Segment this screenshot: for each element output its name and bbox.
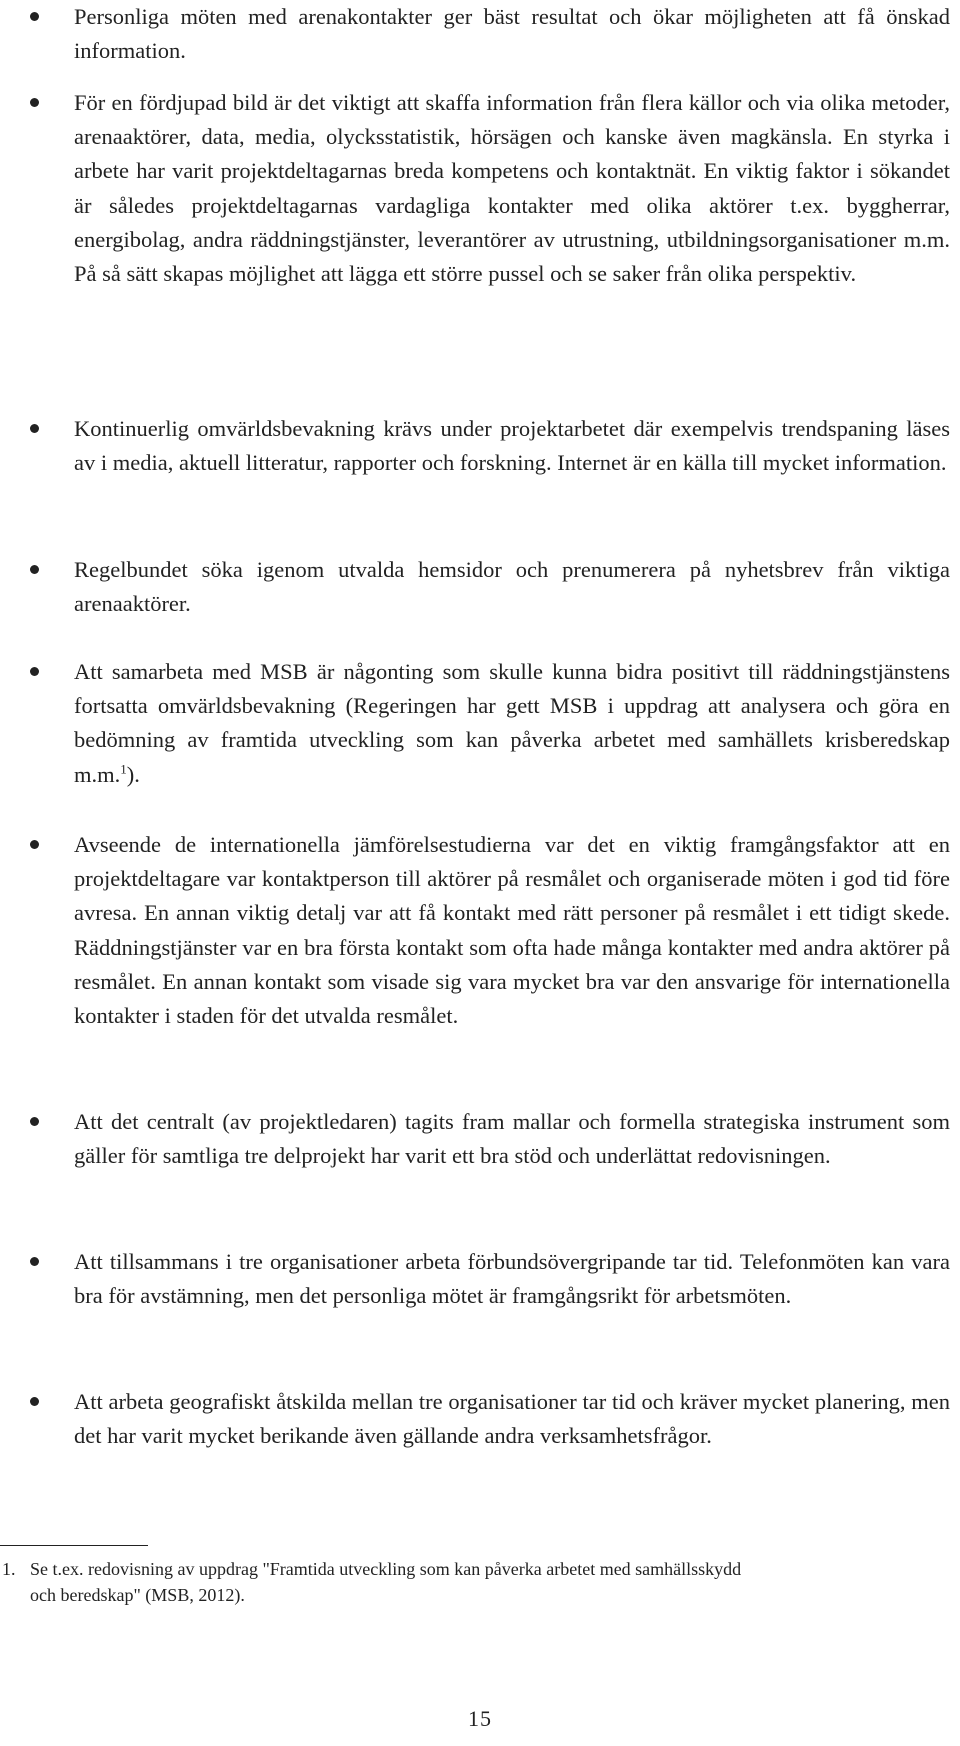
- list-item: [74, 412, 950, 480]
- bullet-text: Personliga möten med arenakontakter ger bäst resultat och ökar möjligheten att få önskad information.: [74, 4, 950, 64]
- bullet-icon: [30, 1397, 39, 1406]
- footnote-reference[interactable]: 1: [120, 761, 127, 777]
- footnote-line-1: [0, 1556, 950, 1582]
- bullet-text: Avseende de internationella jämförelsestudierna var det en viktig framgångsfaktor att en projektdeltagare var kontaktperson till aktörer på resmålet och organiserade möten i god tid före avresa. En annan viktig detalj var att få kontakt med rätt personer på resmålet i ett tidigt skede. Räddningstjänster var en bra första kontakt som ofta hade många kontakter med andra aktörer på resmålet. En annan kontakt som visade sig vara mycket bra var den ansvarige för internationella kontakter i staden för det utvalda resmålet.: [74, 832, 950, 1029]
- footnote: [0, 1556, 950, 1608]
- bullet-text: Att tillsammans i tre organisationer arbeta förbundsövergripande tar tid. Telefonmöten kan vara bra för avstämning, men det personliga mötet är framgångsrikt för arbetsmöten.: [74, 1249, 950, 1309]
- footnote-divider: [0, 1545, 148, 1546]
- bullet-text: Att arbeta geografiskt åtskilda mellan tre organisationer tar tid och kräver mycket planering, men det har varit mycket berikande även gällande andra verksamhetsfrågor.: [74, 1389, 950, 1449]
- footnote-text: Se t.ex. redovisning av uppdrag "Framtida utveckling som kan påverka arbetet med samhällsskydd: [30, 1559, 742, 1579]
- list-item: [74, 1105, 950, 1173]
- bullet-icon: [30, 667, 39, 676]
- list-item: [74, 553, 950, 621]
- bullet-icon: [30, 98, 39, 107]
- bullet-icon: [30, 565, 39, 574]
- bullet-text: Att samarbeta med MSB är någonting som skulle kunna bidra positivt till räddningstjänstens fortsatta omvärldsbevakning (Regeringen har gett MSB i uppdrag att analysera och göra en bedömning av framtida utveckling som kan påverka arbetet med samhällets krisberedskap m.m.: [74, 659, 950, 787]
- bullet-icon: [30, 12, 39, 21]
- bullet-icon: [30, 1257, 39, 1266]
- list-item: [74, 828, 950, 1033]
- bullet-text-tail: ).: [126, 761, 140, 787]
- bullet-icon: [30, 1117, 39, 1126]
- bullet-text: Regelbundet söka igenom utvalda hemsidor och prenumerera på nyhetsbrev från viktiga arenaaktörer.: [74, 557, 950, 617]
- footnote-line-2: och beredskap" (MSB, 2012).: [30, 1585, 245, 1605]
- list-item: [74, 1385, 950, 1453]
- bullet-icon: [30, 424, 39, 433]
- list-item: [74, 0, 950, 68]
- list-item: [74, 1245, 950, 1313]
- footnote-number: 1.: [2, 1559, 16, 1579]
- list-item: [74, 86, 950, 291]
- bullet-text: För en fördjupad bild är det viktigt att skaffa information från flera källor och via olika metoder, arenaaktörer, data, media, olycksstatistik, hörsägen och kanske även magkänsla. En styrka i arbete har varit projektdeltagarnas breda kompetens och kontaktnät. En viktig faktor i sökandet är således projektdeltagarnas vardagliga kontakter med olika aktörer t.ex. byggherrar, energibolag, andra räddningstjänster, leverantörer av utrustning, utbildningsorganisationer m.m. På så sätt skapas möjlighet att lägga ett större pussel och se saker från olika perspektiv.: [74, 90, 950, 287]
- bullet-icon: [30, 840, 39, 849]
- page-number: 15: [468, 1706, 492, 1731]
- bullet-text: Att det centralt (av projektledaren) tagits fram mallar och formella strategiska instrument som gäller för samtliga tre delprojekt har varit ett bra stöd och underlättat redovisningen.: [74, 1109, 950, 1169]
- list-item: [74, 655, 950, 792]
- bullet-text: Kontinuerlig omvärldsbevakning krävs under projektarbetet där exempelvis trendspaning läses av i media, aktuell litteratur, rapporter och forskning. Internet är en källa till mycket information.: [74, 416, 950, 476]
